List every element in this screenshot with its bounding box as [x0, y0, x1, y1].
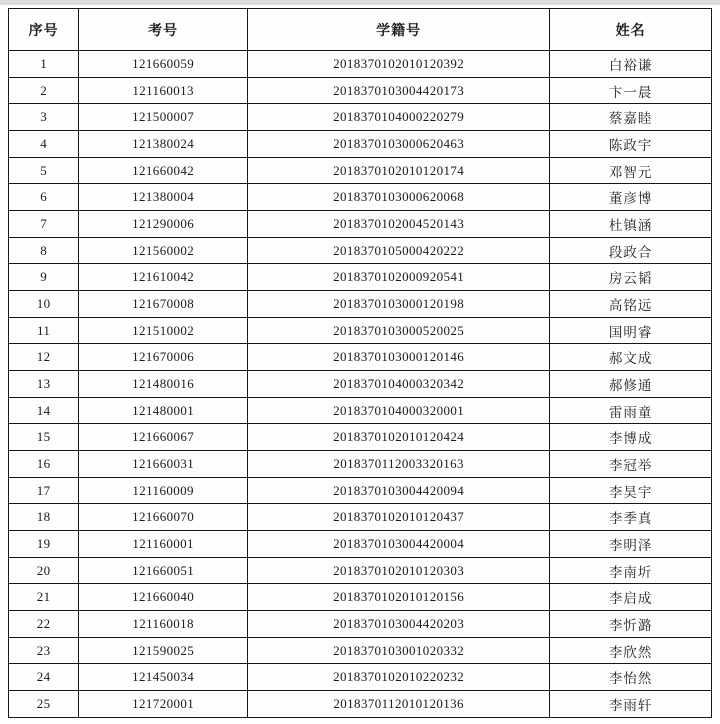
table-row [9, 131, 712, 158]
student-id-cell: 2018370103000120146 [248, 344, 550, 371]
exam-number-cell: 121590025 [79, 637, 248, 664]
student-id-cell: 2018370112003320163 [248, 451, 550, 478]
name-cell: 李博成 [550, 424, 712, 451]
name-cell: 李怡然 [550, 664, 712, 691]
name-cell: 雷雨童 [550, 397, 712, 424]
name-cell: 李雨轩 [550, 691, 712, 718]
exam-number-cell: 121500007 [79, 104, 248, 131]
header-student-id: 学籍号 [248, 9, 550, 51]
seq-cell: 25 [9, 691, 79, 718]
student-roster-table [8, 8, 712, 718]
name-cell: 董彦博 [550, 184, 712, 211]
student-id-cell: 2018370104000320001 [248, 397, 550, 424]
table-row [9, 504, 712, 531]
table-row [9, 477, 712, 504]
student-id-cell: 2018370102010120392 [248, 51, 550, 78]
table-row [9, 291, 712, 318]
student-id-cell: 2018370103000520025 [248, 317, 550, 344]
student-id-cell: 2018370102010120174 [248, 157, 550, 184]
student-id-cell: 2018370102010220232 [248, 664, 550, 691]
seq-cell: 19 [9, 531, 79, 558]
student-id-cell: 2018370104000220279 [248, 104, 550, 131]
exam-number-cell: 121160013 [79, 77, 248, 104]
exam-number-cell: 121290006 [79, 211, 248, 238]
exam-number-cell: 121510002 [79, 317, 248, 344]
exam-number-cell: 121660067 [79, 424, 248, 451]
student-id-cell: 2018370103004420203 [248, 611, 550, 638]
student-id-cell: 2018370104000320342 [248, 371, 550, 398]
table-row [9, 664, 712, 691]
exam-number-cell: 121660059 [79, 51, 248, 78]
name-cell: 卞一晨 [550, 77, 712, 104]
name-cell: 李启成 [550, 584, 712, 611]
seq-cell: 6 [9, 184, 79, 211]
seq-cell: 16 [9, 451, 79, 478]
name-cell: 郝修通 [550, 371, 712, 398]
exam-number-cell: 121720001 [79, 691, 248, 718]
exam-number-cell: 121660040 [79, 584, 248, 611]
scan-edge-strip [0, 0, 720, 5]
exam-number-cell: 121160001 [79, 531, 248, 558]
seq-cell: 1 [9, 51, 79, 78]
table-row [9, 531, 712, 558]
name-cell: 蔡嘉睦 [550, 104, 712, 131]
student-id-cell: 2018370102010120303 [248, 557, 550, 584]
seq-cell: 21 [9, 584, 79, 611]
student-id-cell: 2018370103000620068 [248, 184, 550, 211]
table-row [9, 317, 712, 344]
seq-cell: 13 [9, 371, 79, 398]
table-row [9, 344, 712, 371]
table-row [9, 264, 712, 291]
table-row [9, 424, 712, 451]
table-body [9, 51, 712, 718]
student-id-cell: 2018370103000620463 [248, 131, 550, 158]
table-row [9, 691, 712, 718]
name-cell: 段政合 [550, 237, 712, 264]
student-id-cell: 2018370112010120136 [248, 691, 550, 718]
student-id-cell: 2018370103001020332 [248, 637, 550, 664]
header-name: 姓名 [550, 9, 712, 51]
table-row [9, 611, 712, 638]
seq-cell: 11 [9, 317, 79, 344]
table-row [9, 397, 712, 424]
student-id-cell: 2018370102010120437 [248, 504, 550, 531]
exam-number-cell: 121380004 [79, 184, 248, 211]
student-id-cell: 2018370103004420004 [248, 531, 550, 558]
seq-cell: 24 [9, 664, 79, 691]
seq-cell: 2 [9, 77, 79, 104]
exam-number-cell: 121670006 [79, 344, 248, 371]
exam-number-cell: 121660070 [79, 504, 248, 531]
seq-cell: 5 [9, 157, 79, 184]
name-cell: 李昊宇 [550, 477, 712, 504]
name-cell: 房云韬 [550, 264, 712, 291]
student-id-cell: 2018370105000420222 [248, 237, 550, 264]
table-row [9, 584, 712, 611]
student-id-cell: 2018370102010120156 [248, 584, 550, 611]
name-cell: 郝文成 [550, 344, 712, 371]
table-row [9, 557, 712, 584]
student-id-cell: 2018370103004420173 [248, 77, 550, 104]
exam-number-cell: 121480016 [79, 371, 248, 398]
seq-cell: 22 [9, 611, 79, 638]
table-row [9, 451, 712, 478]
exam-number-cell: 121160018 [79, 611, 248, 638]
table-row [9, 157, 712, 184]
seq-cell: 18 [9, 504, 79, 531]
seq-cell: 23 [9, 637, 79, 664]
seq-cell: 12 [9, 344, 79, 371]
exam-number-cell: 121380024 [79, 131, 248, 158]
exam-number-cell: 121160009 [79, 477, 248, 504]
seq-cell: 14 [9, 397, 79, 424]
name-cell: 李明泽 [550, 531, 712, 558]
name-cell: 邓智元 [550, 157, 712, 184]
exam-number-cell: 121660031 [79, 451, 248, 478]
seq-cell: 20 [9, 557, 79, 584]
seq-cell: 3 [9, 104, 79, 131]
name-cell: 李欣然 [550, 637, 712, 664]
table-row [9, 371, 712, 398]
seq-cell: 10 [9, 291, 79, 318]
seq-cell: 4 [9, 131, 79, 158]
name-cell: 李冠举 [550, 451, 712, 478]
name-cell: 李南圻 [550, 557, 712, 584]
seq-cell: 8 [9, 237, 79, 264]
table-row [9, 77, 712, 104]
name-cell: 国明睿 [550, 317, 712, 344]
name-cell: 杜镇涵 [550, 211, 712, 238]
table-row [9, 637, 712, 664]
exam-number-cell: 121660042 [79, 157, 248, 184]
table-row [9, 104, 712, 131]
student-id-cell: 2018370102000920541 [248, 264, 550, 291]
header-exam-number: 考号 [79, 9, 248, 51]
seq-cell: 7 [9, 211, 79, 238]
name-cell: 高铭远 [550, 291, 712, 318]
exam-number-cell: 121660051 [79, 557, 248, 584]
header-seq: 序号 [9, 9, 79, 51]
table-row [9, 51, 712, 78]
exam-number-cell: 121560002 [79, 237, 248, 264]
exam-number-cell: 121480001 [79, 397, 248, 424]
student-id-cell: 2018370103004420094 [248, 477, 550, 504]
name-cell: 白裕谦 [550, 51, 712, 78]
name-cell: 李季真 [550, 504, 712, 531]
table-row [9, 184, 712, 211]
student-id-cell: 2018370102010120424 [248, 424, 550, 451]
exam-number-cell: 121670008 [79, 291, 248, 318]
seq-cell: 15 [9, 424, 79, 451]
table-row [9, 211, 712, 238]
exam-number-cell: 121450034 [79, 664, 248, 691]
table-row [9, 237, 712, 264]
name-cell: 陈政宇 [550, 131, 712, 158]
student-id-cell: 2018370102004520143 [248, 211, 550, 238]
exam-number-cell: 121610042 [79, 264, 248, 291]
name-cell: 李忻潞 [550, 611, 712, 638]
seq-cell: 17 [9, 477, 79, 504]
header-row [9, 9, 712, 51]
seq-cell: 9 [9, 264, 79, 291]
student-id-cell: 2018370103000120198 [248, 291, 550, 318]
